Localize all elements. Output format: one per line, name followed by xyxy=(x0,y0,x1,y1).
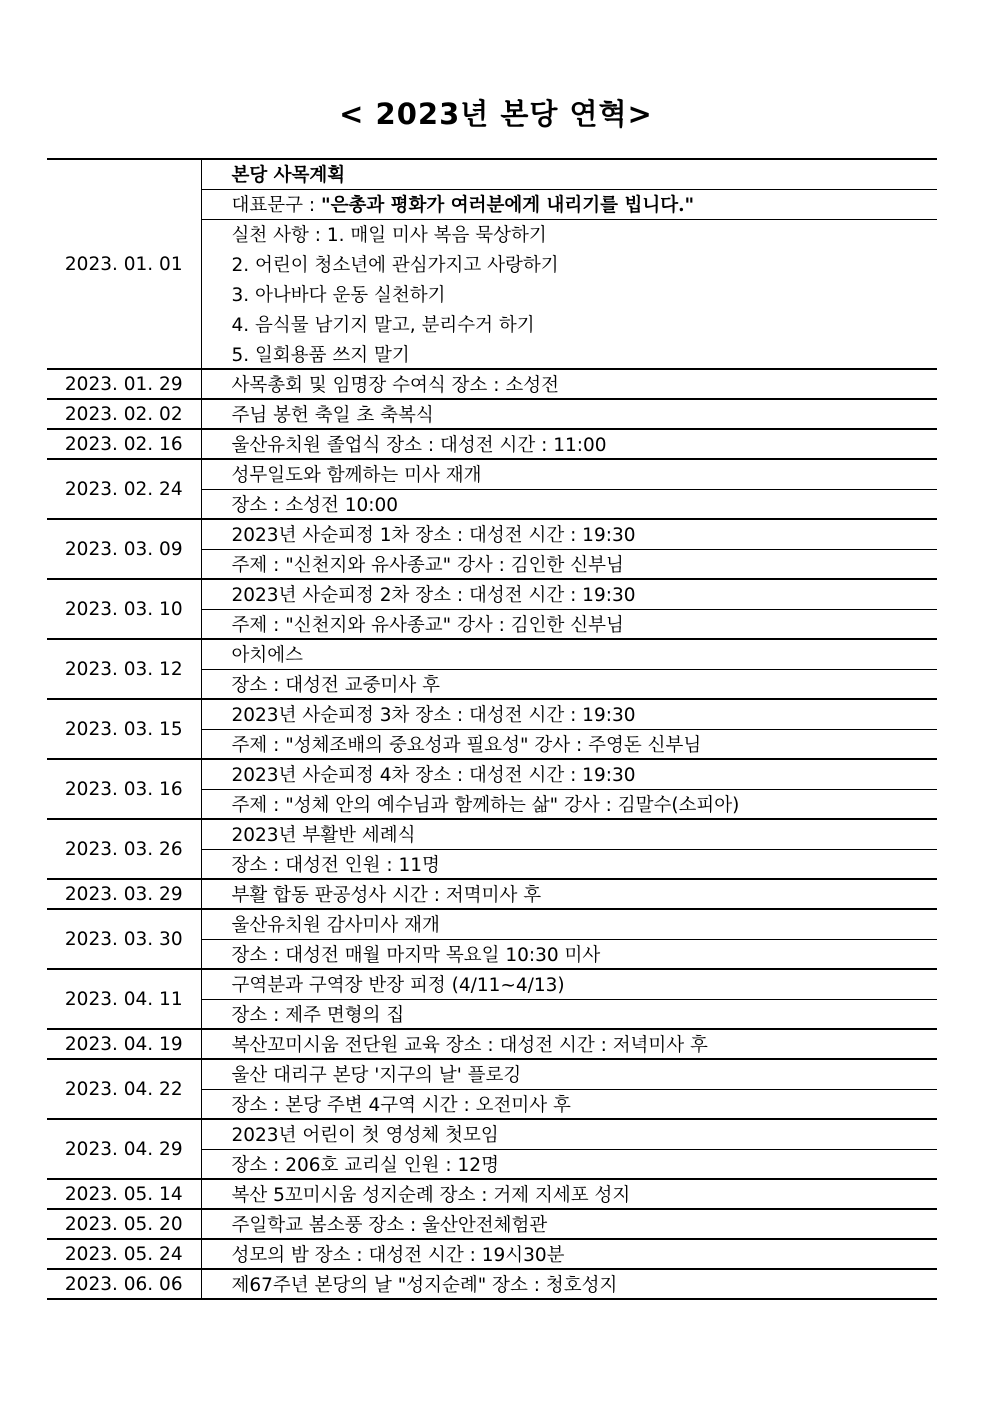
entry-date: 2023. 03. 09 xyxy=(47,519,201,579)
entry-text: 울산 대리구 본당 '지구의 날' 플로깅 xyxy=(201,1059,937,1089)
entry-text: 주제 : "성체 안의 예수님과 함께하는 삶" 강사 : 김말수(소피아) xyxy=(201,789,937,819)
entry-text: 주일학교 봄소풍 장소 : 울산안전체험관 xyxy=(201,1209,937,1239)
entry-text: 장소 : 대성전 매월 마지막 목요일 10:30 미사 xyxy=(201,939,937,969)
table-row xyxy=(47,399,937,429)
table-row xyxy=(47,909,937,939)
entry-date: 2023. 04. 29 xyxy=(47,1119,201,1179)
entry-text: 구역분과 구역장 반장 피정 (4/11~4/13) xyxy=(201,969,937,999)
motto-prefix: 대표문구 : xyxy=(231,195,321,216)
entry-date: 2023. 03. 29 xyxy=(47,879,201,909)
table-row xyxy=(47,429,937,459)
entry-text: 2023년 사순피정 3차 장소 : 대성전 시간 : 19:30 xyxy=(201,699,937,729)
practice-item: 5. 일회용품 쓰지 말기 xyxy=(201,339,937,369)
entry-date: 2023. 02. 16 xyxy=(47,429,201,459)
entry-text: 복산 5꼬미시움 성지순례 장소 : 거제 지세포 성지 xyxy=(201,1179,937,1209)
table-row xyxy=(47,1119,937,1149)
entry-text: 주제 : "성체조배의 중요성과 필요성" 강사 : 주영돈 신부님 xyxy=(201,729,937,759)
table-row xyxy=(47,639,937,669)
motto-text: "은총과 평화가 여러분에게 내리기를 빕니다." xyxy=(320,195,695,216)
entry-text: 아치에스 xyxy=(201,639,937,669)
entry-text: 울산유치원 감사미사 재개 xyxy=(201,909,937,939)
practice-line xyxy=(201,219,937,249)
table-row xyxy=(47,459,937,489)
practice-prefix: 실천 사항 : xyxy=(231,225,327,247)
entry-text: 장소 : 대성전 교중미사 후 xyxy=(201,669,937,699)
page-title: < 2023년 본당 연혁> xyxy=(339,97,653,131)
table-row xyxy=(47,369,937,399)
entry-text: 장소 : 제주 면형의 집 xyxy=(201,999,937,1029)
entry-date: 2023. 03. 15 xyxy=(47,699,201,759)
entry-date: 2023. 02. 02 xyxy=(47,399,201,429)
entry-date: 2023. 03. 12 xyxy=(47,639,201,699)
table-row xyxy=(47,819,937,849)
entry-text: 2023년 사순피정 4차 장소 : 대성전 시간 : 19:30 xyxy=(201,759,937,789)
table-row xyxy=(47,969,937,999)
entry-date: 2023. 03. 16 xyxy=(47,759,201,819)
table-row xyxy=(47,699,937,729)
plan-heading: 본당 사목계획 xyxy=(201,159,937,189)
entry-text: 제67주년 본당의 날 "성지순례" 장소 : 청호성지 xyxy=(201,1269,937,1299)
entry-text: 사목총회 및 임명장 수여식 장소 : 소성전 xyxy=(201,369,937,399)
entry-text: 성모의 밤 장소 : 대성전 시간 : 19시30분 xyxy=(201,1239,937,1269)
table-row xyxy=(47,759,937,789)
entry-text: 장소 : 소성전 10:00 xyxy=(201,489,937,519)
motto-line xyxy=(201,189,937,219)
entry-text: 성무일도와 함께하는 미사 재개 xyxy=(201,459,937,489)
practice-item: 3. 아나바다 운동 실천하기 xyxy=(231,285,446,306)
table-row xyxy=(47,879,937,909)
entry-text: 부활 합동 판공성사 시간 : 저멱미사 후 xyxy=(201,879,937,909)
entry-date: 2023. 01. 29 xyxy=(47,369,201,399)
table-row xyxy=(47,1239,937,1269)
entry-text: 2023년 사순피정 2차 장소 : 대성전 시간 : 19:30 xyxy=(201,579,937,609)
practice-item: 1. 매일 미사 복음 묵상하기 xyxy=(326,225,547,247)
history-table xyxy=(47,158,937,1300)
entry-text: 복산꼬미시움 전단원 교육 장소 : 대성전 시간 : 저녁미사 후 xyxy=(201,1029,937,1059)
entry-date: 2023. 05. 14 xyxy=(47,1179,201,1209)
table-row xyxy=(47,1209,937,1239)
entry-text: 2023년 부활반 세례식 xyxy=(201,819,937,849)
entry-date: 2023. 04. 11 xyxy=(47,969,201,1029)
table-row xyxy=(47,1269,937,1299)
entry-date: 2023. 03. 10 xyxy=(47,579,201,639)
entry-text: 2023년 어린이 첫 영성체 첫모임 xyxy=(201,1119,937,1149)
entry-text: 울산유치원 졸업식 장소 : 대성전 시간 : 11:00 xyxy=(201,429,937,459)
table-row xyxy=(47,1029,937,1059)
entry-date: 2023. 02. 24 xyxy=(47,459,201,519)
entry-date: 2023. 05. 24 xyxy=(47,1239,201,1269)
practice-item: 2. 어린이 청소년에 관심가지고 사랑하기 xyxy=(231,255,559,276)
table-row xyxy=(47,579,937,609)
entry-date: 2023. 04. 22 xyxy=(47,1059,201,1119)
entry-date: 2023. 03. 26 xyxy=(47,819,201,879)
entry-text: 주제 : "신천지와 유사종교" 강사 : 김인한 신부님 xyxy=(201,609,937,639)
entry-date: 2023. 03. 30 xyxy=(47,909,201,969)
entry-text: 2023년 사순피정 1차 장소 : 대성전 시간 : 19:30 xyxy=(201,519,937,549)
entry-text: 장소 : 본당 주변 4구역 시간 : 오전미사 후 xyxy=(201,1089,937,1119)
entry-date: 2023. 06. 06 xyxy=(47,1269,201,1299)
entry-text: 장소 : 206호 교리실 인원 : 12명 xyxy=(201,1149,937,1179)
table-row xyxy=(47,1059,937,1089)
table-row xyxy=(47,519,937,549)
entry-text: 장소 : 대성전 인원 : 11명 xyxy=(201,849,937,879)
entry-date: 2023. 01. 01 xyxy=(47,159,201,369)
entry-date: 2023. 04. 19 xyxy=(47,1029,201,1059)
practice-item: 4. 음식물 남기지 말고, 분리수거 하기 xyxy=(231,315,535,336)
entry-text: 주님 봉헌 축일 초 축복식 xyxy=(201,399,937,429)
entry-text: 주제 : "신천지와 유사종교" 강사 : 김인한 신부님 xyxy=(201,549,937,579)
table-row xyxy=(47,1179,937,1209)
entry-date: 2023. 05. 20 xyxy=(47,1209,201,1239)
